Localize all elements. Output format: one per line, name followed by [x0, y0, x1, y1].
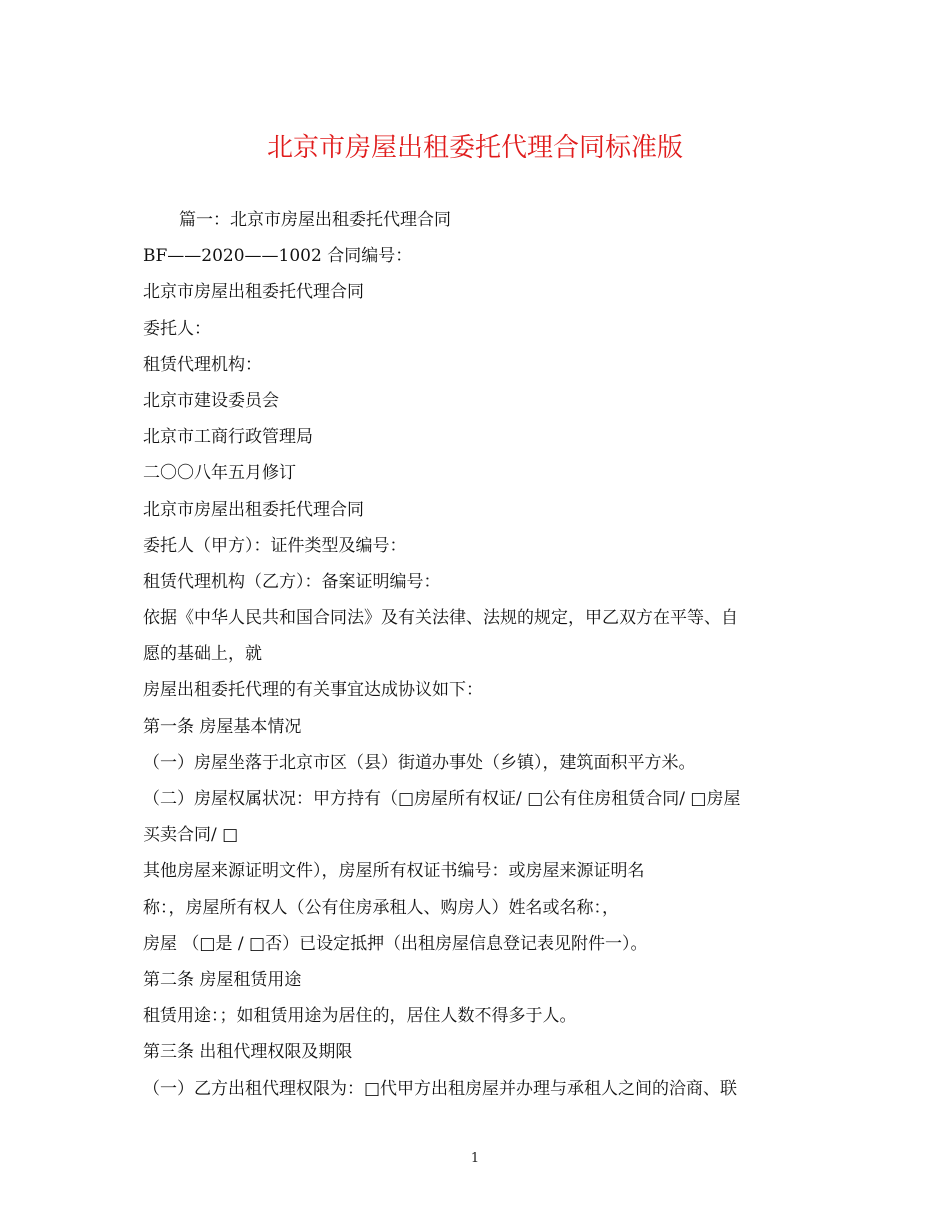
preamble-line-3: 房屋出租委托代理的有关事宜达成协议如下： [143, 680, 483, 701]
preamble-line-1: 依据《中华人民共和国合同法》及有关法律、法规的规定，甲乙双方在平等、自 [143, 608, 738, 629]
document-title: 北京市房屋出租委托代理合同标准版 [266, 133, 683, 163]
article-one-heading: 第一条 房屋基本情况 [143, 716, 302, 737]
article-three-heading: 第三条 出租代理权限及期限 [143, 1042, 353, 1063]
article-one-clause-2-line-5: 房屋 （□是 / □否）已设定抵押（出租房屋信息登记表见附件一）。 [143, 933, 648, 954]
article-two-content: 租赁用途：；如租赁用途为居住的，居住人数不得多于人。 [143, 1006, 577, 1027]
party-b-line: 租赁代理机构（乙方）：备案证明编号： [143, 571, 441, 592]
article-one-clause-2-line-1: （二）房屋权属状况：甲方持有（□房屋所有权证/ □公有住房租赁合同/ □房屋 [143, 789, 741, 809]
article-one-clause-1: （一）房屋坐落于北京市区（县）街道办事处（乡镇），建筑面积平方米。 [143, 752, 696, 773]
principal-line: 委托人： [143, 318, 211, 339]
article-one-clause-2-line-4: 称：，房屋所有权人（公有住房承租人、购房人）姓名或名称：， [143, 897, 619, 918]
contract-number-line: BF——2020——1002 合同编号： [143, 246, 413, 267]
document-body [143, 202, 808, 1107]
article-three-clause-1: （一）乙方出租代理权限为：□代甲方出租房屋并办理与承租人之间的洽商、联 [143, 1078, 738, 1099]
contract-name-line: 北京市房屋出租委托代理合同 [143, 282, 364, 303]
preamble-line-2: 愿的基础上，就 [143, 644, 262, 665]
article-one-clause-2-line-3: 其他房屋来源证明文件），房屋所有权证书编号：或房屋来源证明名 [143, 861, 645, 882]
issuer-commerce-line: 北京市工商行政管理局 [143, 427, 313, 448]
page-number: 1 [470, 1151, 480, 1166]
agency-line: 租赁代理机构： [143, 354, 262, 375]
article-two-heading: 第二条 房屋租赁用途 [143, 969, 302, 990]
section-heading-part-one: 篇一：北京市房屋出租委托代理合同 [179, 210, 451, 230]
revision-date-line: 二〇〇八年五月修订 [143, 463, 296, 484]
article-one-clause-2-line-2: 买卖合同/ □ [143, 825, 239, 846]
party-a-line: 委托人（甲方）：证件类型及编号： [143, 535, 407, 556]
contract-name-repeat-line: 北京市房屋出租委托代理合同 [143, 499, 364, 520]
issuer-construction-line: 北京市建设委员会 [143, 390, 279, 411]
